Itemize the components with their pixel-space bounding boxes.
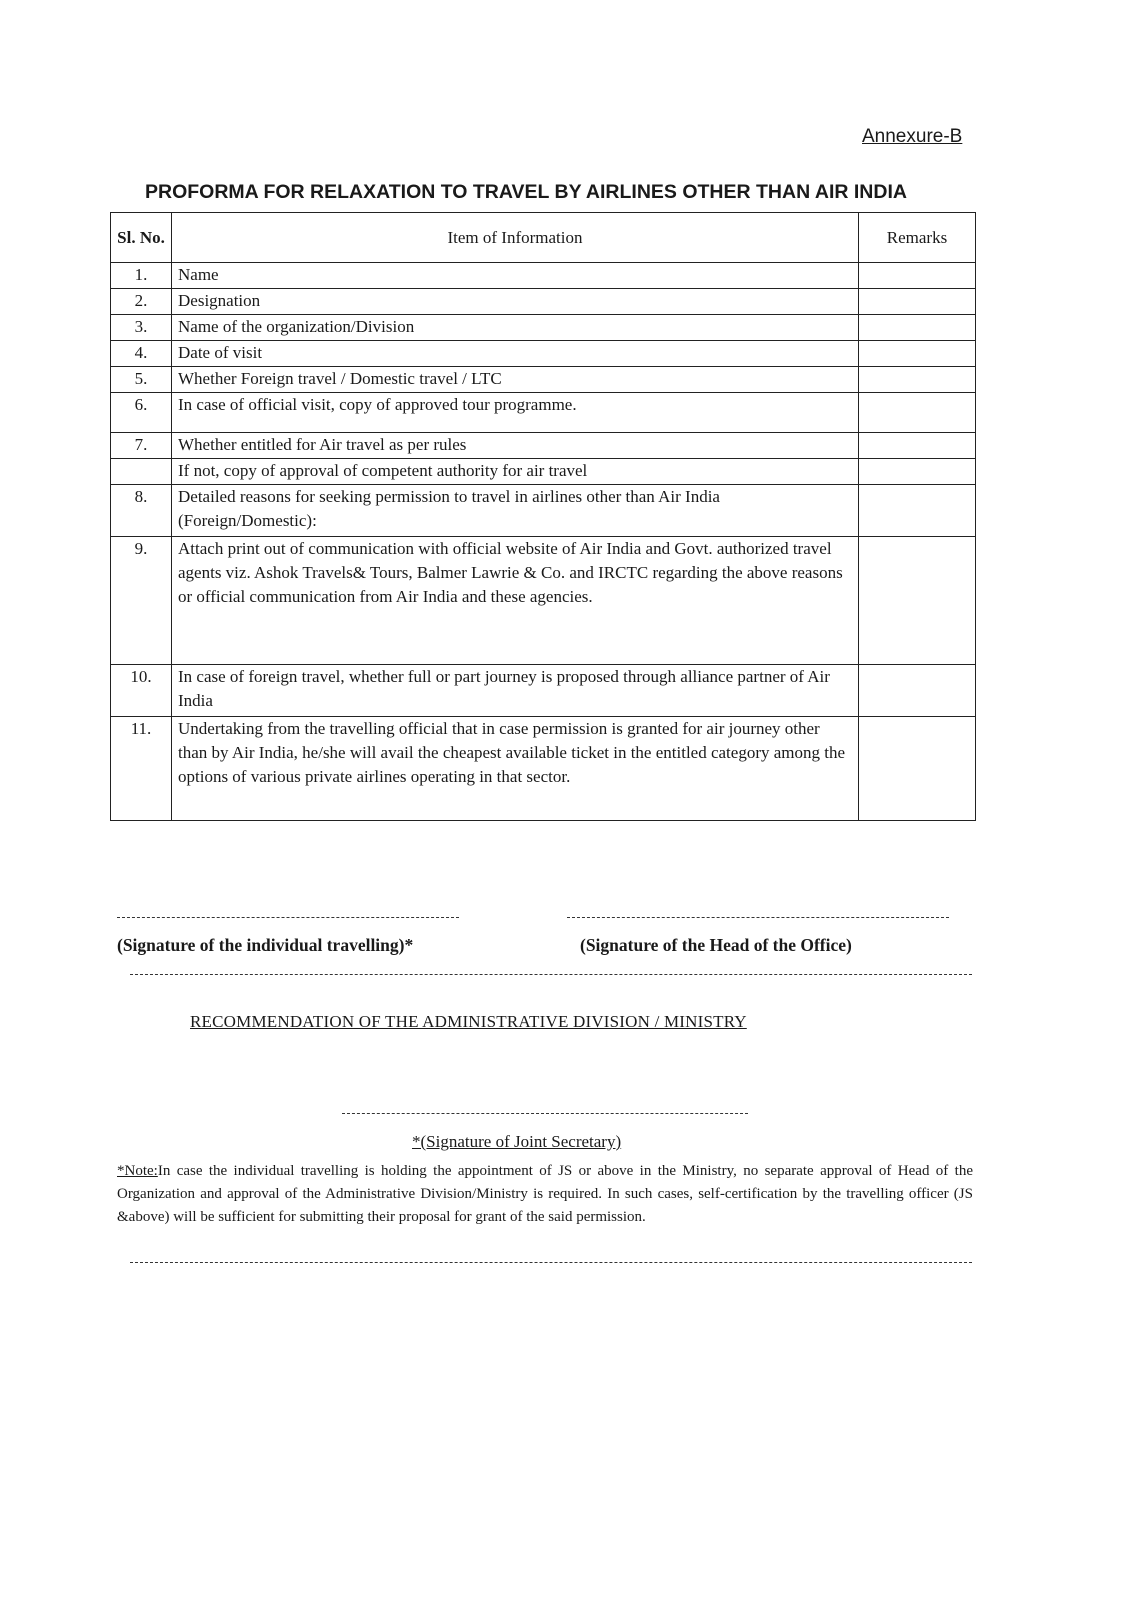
signature-line-individual — [117, 917, 459, 918]
page-title: PROFORMA FOR RELAXATION TO TRAVEL BY AIRLINES OTHER THAN AIR INDIA — [145, 181, 907, 203]
row-item: Attach print out of communication with official website of Air India and Govt. authorized travel agents viz. Ashok Travels& Tours, Balmer Lawrie & Co. and IRCTC regarding the above reasons or official communication from Air India and these agencies. — [172, 537, 859, 665]
note — [117, 1160, 973, 1229]
signature-head-label: (Signature of the Head of the Office) — [580, 935, 852, 955]
row-remarks[interactable] — [859, 665, 976, 717]
table-row — [111, 537, 976, 665]
row-remarks[interactable] — [859, 315, 976, 341]
table-row — [111, 315, 976, 341]
row-sl-no: 2. — [111, 289, 172, 315]
row-sl-no: 3. — [111, 315, 172, 341]
table-header-row — [111, 213, 976, 263]
row-item: Detailed reasons for seeking permission to travel in airlines other than Air India (Foreign/Domestic): — [172, 485, 859, 537]
row-remarks[interactable] — [859, 367, 976, 393]
signature-js-label: *(Signature of Joint Secretary) — [412, 1132, 622, 1151]
divider-bottom — [130, 1262, 972, 1263]
row-sl-no: 8. — [111, 485, 172, 537]
signature-individual-label: (Signature of the individual travelling)* — [117, 935, 414, 955]
row-remarks[interactable] — [859, 263, 976, 289]
row-item: If not, copy of approval of competent authority for air travel — [172, 459, 859, 485]
header-item: Item of Information — [172, 213, 859, 263]
row-item: Designation — [172, 289, 859, 315]
row-item: Date of visit — [172, 341, 859, 367]
header-sl-no: Sl. No. — [111, 213, 172, 263]
row-sl-no: 10. — [111, 665, 172, 717]
table-row — [111, 263, 976, 289]
note-label: *Note: — [117, 1163, 158, 1179]
note-text: In case the individual travelling is holding the appointment of JS or above in the Ministry, no separate approval of Head of the Organization and approval of the Administrative Division/Ministry is required. In such cases, self-certification by the travelling officer (JS &above) will be sufficient for submitting their proposal for grant of the said permission. — [117, 1163, 973, 1225]
row-item: Whether Foreign travel / Domestic travel / LTC — [172, 367, 859, 393]
row-remarks[interactable] — [859, 289, 976, 315]
row-remarks[interactable] — [859, 485, 976, 537]
table-row — [111, 433, 976, 459]
row-item: Name of the organization/Division — [172, 315, 859, 341]
row-remarks[interactable] — [859, 341, 976, 367]
annexure-label: Annexure-B — [862, 126, 963, 147]
table-row — [111, 459, 976, 485]
row-remarks[interactable] — [859, 537, 976, 665]
table-row — [111, 289, 976, 315]
signature-line-js — [342, 1113, 748, 1114]
row-remarks[interactable] — [859, 717, 976, 821]
row-item: In case of foreign travel, whether full or part journey is proposed through alliance partner of Air India — [172, 665, 859, 717]
divider — [130, 974, 972, 975]
table-row — [111, 485, 976, 537]
information-table — [110, 212, 976, 821]
row-item: Name — [172, 263, 859, 289]
row-sl-no: 9. — [111, 537, 172, 665]
row-sl-no: 11. — [111, 717, 172, 821]
row-remarks[interactable] — [859, 433, 976, 459]
table-row — [111, 717, 976, 821]
row-item: Whether entitled for Air travel as per rules — [172, 433, 859, 459]
row-remarks[interactable] — [859, 393, 976, 433]
row-sl-no: 4. — [111, 341, 172, 367]
table-row — [111, 393, 976, 433]
row-remarks[interactable] — [859, 459, 976, 485]
header-remarks: Remarks — [859, 213, 976, 263]
row-sl-no: 6. — [111, 393, 172, 433]
row-item: Undertaking from the travelling official that in case permission is granted for air journey other than by Air India, he/she will avail the cheapest available ticket in the entitled category among the options of various private airlines operating in that sector. — [172, 717, 859, 821]
recommendation-heading: RECOMMENDATION OF THE ADMINISTRATIVE DIVISION / MINISTRY — [190, 1012, 747, 1031]
signature-line-head — [567, 917, 949, 918]
row-sl-no — [111, 459, 172, 485]
table-row — [111, 367, 976, 393]
table-row — [111, 341, 976, 367]
row-item: In case of official visit, copy of approved tour programme. — [172, 393, 859, 433]
row-sl-no: 1. — [111, 263, 172, 289]
table-row — [111, 665, 976, 717]
row-sl-no: 7. — [111, 433, 172, 459]
row-sl-no: 5. — [111, 367, 172, 393]
